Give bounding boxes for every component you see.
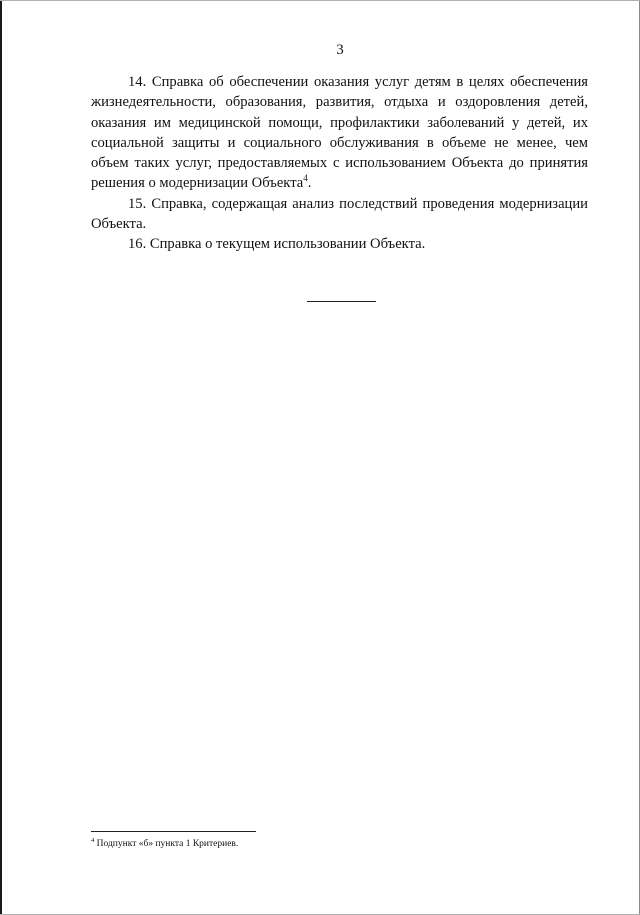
footnote-marker: 4 <box>91 836 95 844</box>
end-of-text-separator <box>307 301 376 302</box>
paragraph-15: 15. Справка, содержащая анализ последствий проведения модернизации Объекта. <box>91 195 588 233</box>
scan-edge-top <box>0 0 640 1</box>
paragraph-14-text: 14. Справка об обеспечении оказания услуг детям в целях обеспечения жизнедеятельности, образования, развития, отдыха и оздоровления детей, оказания им медицинской помощи, профилактики заболеваний у детей, их социальной защиты и социального обслуживания в объеме не менее, чем объем таких услуг, предоставляемых с использованием Объекта до принятия решения о модернизации Объекта <box>91 74 588 192</box>
page-number: 3 <box>336 42 344 58</box>
footnote <box>91 838 238 850</box>
document-body <box>91 72 588 255</box>
footnote-divider <box>91 831 256 832</box>
paragraph-16: 16. Справка о текущем использовании Объекта. <box>128 236 426 253</box>
footnote-text: Подпункт «б» пункта 1 Критериев. <box>94 839 239 849</box>
paragraph-14-tail: . <box>307 175 312 192</box>
footnote-reference: 4 <box>303 173 308 184</box>
scan-edge-left <box>0 0 2 915</box>
paragraph-14 <box>91 72 588 194</box>
